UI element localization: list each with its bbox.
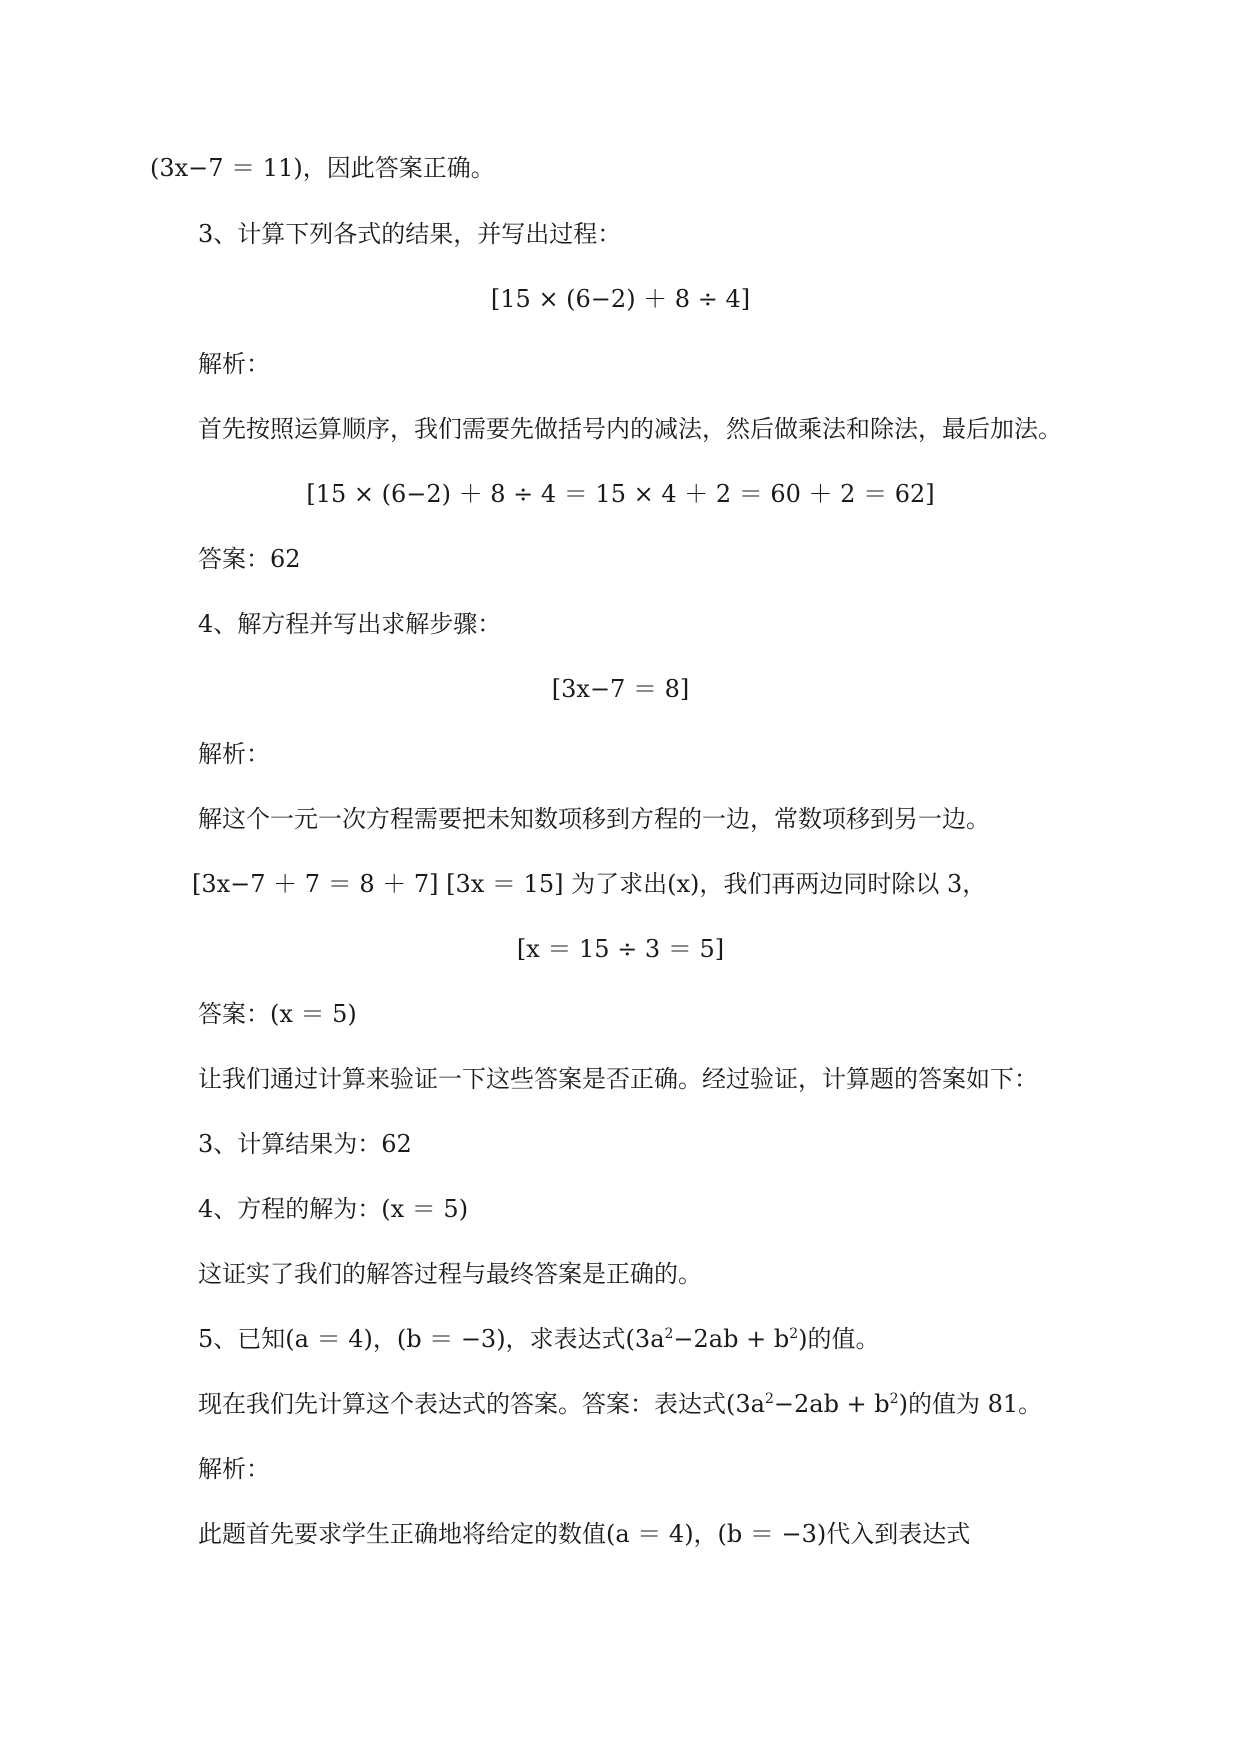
text-segment: 5、已知(a ＝ 4)，(b ＝ −3)，求表达式(3a xyxy=(198,1325,665,1353)
analysis-label: 解析： xyxy=(198,740,270,768)
text-line: 此题首先要求学生正确地将给定的数值(a ＝ 4)，(b ＝ −3)代入到表达式 xyxy=(198,1520,971,1548)
text-line: 这证实了我们的解答过程与最终答案是正确的。 xyxy=(198,1260,702,1288)
analysis-label: 解析： xyxy=(198,350,270,378)
question-heading: 4、解方程并写出求解步骤： xyxy=(198,610,502,638)
text-line: (3x−7 ＝ 11)，因此答案正确。 xyxy=(150,154,495,182)
text-line: [3x−7 ＋ 7 ＝ 8 ＋ 7] [3x ＝ 15] 为了求出(x)，我们再两边同时除以 3， xyxy=(192,870,987,898)
text-line xyxy=(198,1388,1042,1420)
formula: [15 × (6−2) ＋ 8 ÷ 4 ＝ 15 × 4 ＋ 2 ＝ 60 ＋ 2 ＝ 62] xyxy=(306,480,935,508)
superscript: 2 xyxy=(664,1326,674,1342)
formula: [x ＝ 15 ÷ 3 ＝ 5] xyxy=(516,935,725,963)
text-segment: )的值。 xyxy=(798,1325,880,1353)
result-line: 3、计算结果为：62 xyxy=(198,1130,412,1158)
question-heading: 3、计算下列各式的结果，并写出过程： xyxy=(198,220,622,248)
superscript: 2 xyxy=(789,1326,799,1342)
answer-line: 答案：(x ＝ 5) xyxy=(198,1000,357,1028)
text-segment: −2ab + b xyxy=(673,1325,790,1353)
analysis-label: 解析： xyxy=(198,1455,270,1483)
text-line: 首先按照运算顺序，我们需要先做括号内的减法，然后做乘法和除法，最后加法。 xyxy=(198,415,1062,443)
formula: [15 × (6−2) ＋ 8 ÷ 4] xyxy=(490,285,751,313)
formula: [3x−7 ＝ 8] xyxy=(551,675,690,703)
text-segment: 现在我们先计算这个表达式的答案。答案：表达式(3a xyxy=(198,1390,765,1418)
superscript: 2 xyxy=(764,1391,774,1407)
result-line: 4、方程的解为：(x ＝ 5) xyxy=(198,1195,469,1223)
text-segment: −2ab + b xyxy=(773,1390,890,1418)
superscript: 2 xyxy=(889,1391,899,1407)
text-line: 让我们通过计算来验证一下这些答案是否正确。经过验证，计算题的答案如下： xyxy=(198,1065,1038,1093)
question-heading xyxy=(198,1323,880,1355)
text-segment: )的值为 81。 xyxy=(898,1390,1043,1418)
answer-line: 答案：62 xyxy=(198,545,301,573)
text-line: 解这个一元一次方程需要把未知数项移到方程的一边，常数项移到另一边。 xyxy=(198,805,990,833)
